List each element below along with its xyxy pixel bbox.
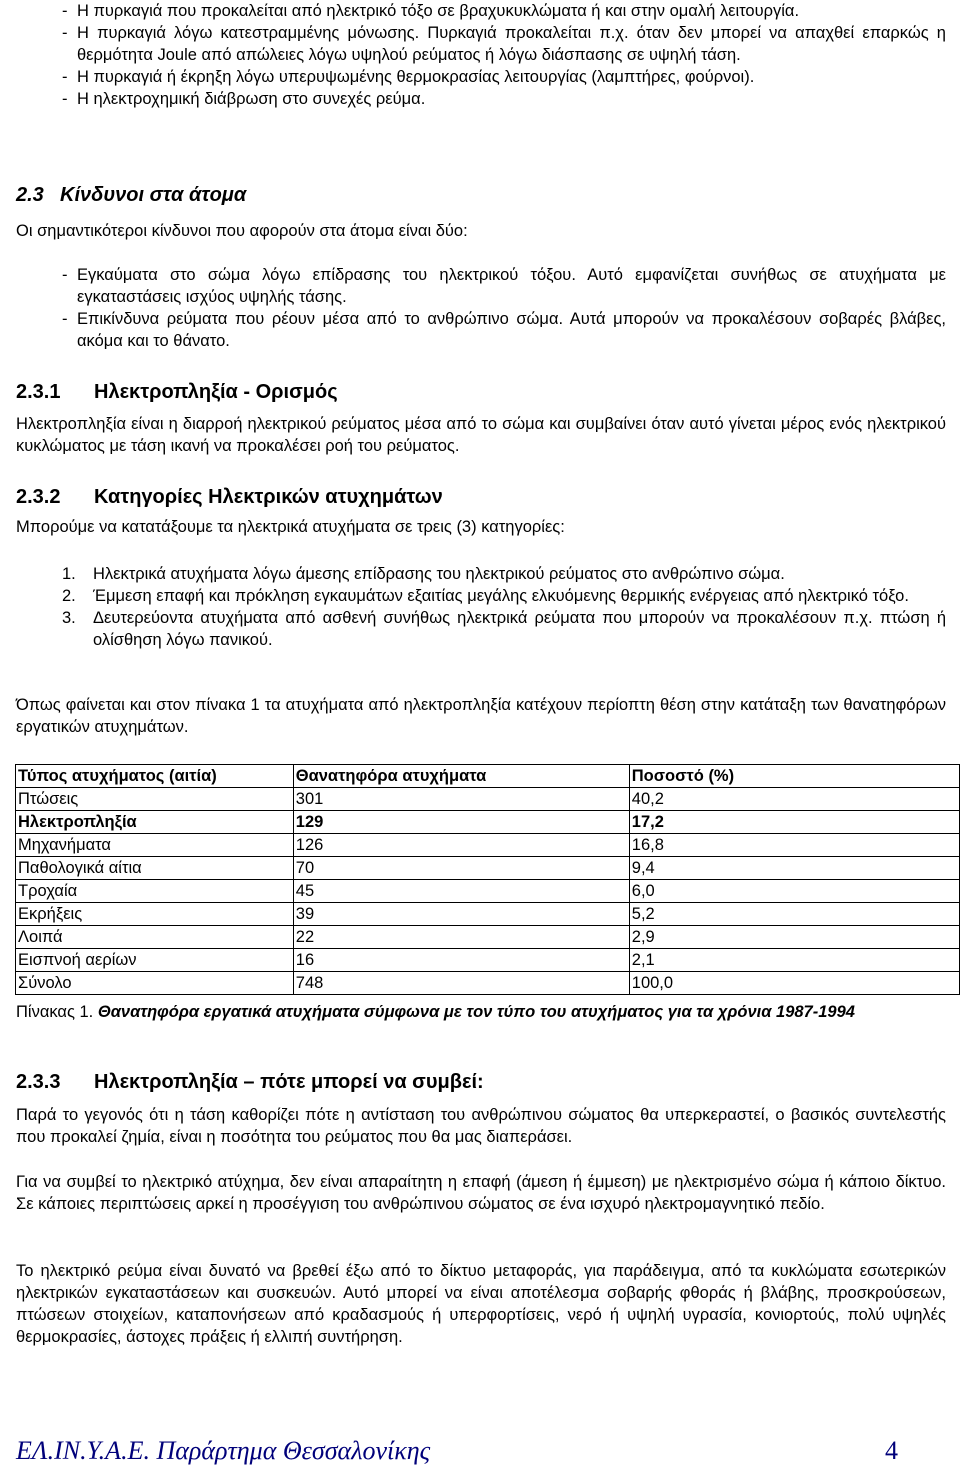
table-row: Λοιπά 22 2,9 [16,926,960,949]
list-item-text: Η πυρκαγιά λόγω κατεστραμμένης μόνωσης. Πυρκαγιά προκαλείται π.χ. όταν δεν μπορεί να απαχθεί επαρκώς η θερμότητα Joule από απώλειες λόγω υψηλού ρεύματος ή λόγω διάσπασης σε υψηλή τάση. [77,24,946,64]
table-row-total: Σύνολο 748 100,0 [16,972,960,995]
list-item: 2. Έμμεση επαφή και πρόκληση εγκαυμάτων εξαιτίας μεγάλης ελκυόμενης θερμικής ενέργειας από ηλεκτρικό τόξο. [62,587,909,605]
list-item: - Η πυρκαγιά που προκαλείται από ηλεκτρικό τόξο σε βραχυκυκλώματα ή και στην ομαλή λειτουργία. [0,0,960,22]
section-title: Ηλεκτροπληξία – πότε μπορεί να συμβεί: [94,1071,484,1093]
section-title: Ηλεκτροπληξία - Ορισμός [94,381,338,403]
table-row: Πτώσεις 301 40,2 [16,788,960,811]
section-number: 2.3 [16,184,44,206]
caption-label: Πίνακας 1. [16,1003,94,1021]
paragraph: Για να συμβεί το ηλεκτρικό ατύχημα, δεν είναι απαραίτητη η επαφή (άμεση ή έμμεση) με ηλεκτρισμένο σώμα ή κάποιο δίκτυο. Σε κάποιες περιπτώσεις αρκεί η προσέγγιση του ανθρώπινου σώματος σε ένα ισχυρό ηλεκτρομαγνητικό πεδίο. [16,1173,946,1213]
list-item: - Η πυρκαγιά ή έκρηξη λόγω υπερυψωμένης θερμοκρασίας λειτουργίας (λαμπτήρες, φούρνοι). [0,66,960,88]
list-item-text: Δευτερεύοντα ατυχήματα από ασθενή συνήθως ηλεκτρικά ρεύματα που μπορούν να προκαλέσουν π.χ. πτώση ή ολίσθηση λόγω πανικού. [93,609,946,649]
table-header-cell: Θανατηφόρα ατυχήματα [293,765,629,788]
page-number: 4 [885,1436,898,1465]
definition-paragraph: Ηλεκτροπληξία είναι η διαρροή ηλεκτρικού ρεύματος μέσα από το σώμα και συμβαίνει όταν αυτό γίνεται μέρος ενός ηλεκτρικού κυκλώματος με τάση ικανή να προκαλέσει ροή του ρεύματος. [16,415,946,455]
table-header-row [16,765,960,788]
list-item-text: Επικίνδυνα ρεύματα που ρέουν μέσα από το ανθρώπινο σώμα. Αυτά μπορούν να προκαλέσουν σοβαρές βλάβες, ακόμα και το θάνατο. [77,310,946,350]
section-number: 2.3.2 [16,486,61,508]
section-heading-2-3-1 [16,381,338,403]
section-intro: Οι σημαντικότεροι κίνδυνοι που αφορούν στα άτομα είναι δύο: [16,222,468,240]
list-item-text: Η πυρκαγιά που προκαλείται από ηλεκτρικό τόξο σε βραχυκυκλώματα ή και στην ομαλή λειτουργία. [77,2,800,20]
paragraph: Παρά το γεγονός ότι η τάση καθορίζει πότε η αντίσταση του ανθρώπινου σώματος θα υπερκεραστεί, ο βασικός συντελεστής που προκαλεί ζημία, είναι η ποσότητα του ρεύματος που θα μας διαπεράσει. [16,1106,946,1146]
section-intro: Μπορούμε να κατατάξουμε τα ηλεκτρικά ατυχήματα σε τρεις (3) κατηγορίες: [16,518,565,536]
list-item: - Η ηλεκτροχημική διάβρωση στο συνεχές ρεύμα. [0,88,960,110]
list-item: - Η πυρκαγιά λόγω κατεστραμμένης μόνωσης. Πυρκαγιά προκαλείται π.χ. όταν δεν μπορεί να απαχθεί επαρκώς η θερμότητα Joule από απώλειες λόγω υψηλού ρεύματος ή λόγω διάσπασης σε υψηλή τάση. [62,24,946,64]
category-list [0,563,960,651]
fatal-accidents-table [15,764,960,995]
list-item: - Επικίνδυνα ρεύματα που ρέουν μέσα από το ανθρώπινο σώμα. Αυτά μπορούν να προκαλέσουν σοβαρές βλάβες, ακόμα και το θάνατο. [62,310,946,350]
table-row: Εκρήξεις 39 5,2 [16,903,960,926]
table-header-cell: Τύπος ατυχήματος (αιτία) [16,765,294,788]
table-row: Μηχανήματα 126 16,8 [16,834,960,857]
table-caption [16,1001,946,1023]
list-item-text: Έμμεση επαφή και πρόκληση εγκαυμάτων εξαιτίας μεγάλης ελκυόμενης θερμικής ενέργειας από ηλεκτρικό τόξο. [93,587,909,605]
list-item: - Εγκαύματα στο σώμα λόγω επίδρασης του ηλεκτρικού τόξου. Αυτό εμφανίζεται συνήθως σε ατυχήματα με εγκαταστάσεις ισχύος υψηλής τάσης. [62,266,946,306]
intro-list [0,0,960,110]
section-title: Κίνδυνοι στα άτομα [60,184,247,206]
section-number: 2.3.1 [16,381,61,403]
list-item-text: Ηλεκτρικά ατυχήματα λόγω άμεσης επίδρασης του ηλεκτρικού ρεύματος στο ανθρώπινο σώμα. [93,565,785,583]
section-heading-2-3 [16,184,246,206]
list-item-text: Η ηλεκτροχημική διάβρωση στο συνεχές ρεύμα. [77,90,426,108]
table-row: Εισπνοή αερίων 16 2,1 [16,949,960,972]
section-heading-2-3-3 [16,1071,484,1093]
list-item: 1. Ηλεκτρικά ατυχήματα λόγω άμεσης επίδρασης του ηλεκτρικού ρεύματος στο ανθρώπινο σώμα. [62,565,785,583]
table-row: Τροχαία 45 6,0 [16,880,960,903]
caption-text: Θανατηφόρα εργατικά ατυχήματα σύμφωνα με τον τύπο του ατυχήματος για τα χρόνια 1987-1994 [97,1003,855,1021]
list-item-text: Εγκαύματα στο σώμα λόγω επίδρασης του ηλεκτρικού τόξου. Αυτό εμφανίζεται συνήθως σε ατυχήματα με εγκαταστάσεις ισχύος υψηλής τάσης. [77,266,946,306]
section-number: 2.3.3 [16,1071,61,1093]
list-item: 3. Δευτερεύοντα ατυχήματα από ασθενή συνήθως ηλεκτρικά ρεύματα που μπορούν να προκαλέσουν π.χ. πτώση ή ολίσθηση λόγω πανικού. [62,609,946,649]
table-reference-paragraph: Όπως φαίνεται και στον πίνακα 1 τα ατυχήματα από ηλεκτροπληξία κατέχουν περίοπτη θέση στην κατάταξη των θανατηφόρων εργατικών ατυχημάτων. [16,696,946,736]
table-row: Παθολογικά αίτια 70 9,4 [16,857,960,880]
paragraph: Το ηλεκτρικό ρεύμα είναι δυνατό να βρεθεί έξω από το δίκτυο μεταφοράς, για παράδειγμα, από τα κυκλώματα εσωτερικών ηλεκτρικών εγκαταστάσεων και συσκευών. Αυτό μπορεί να είναι αποτέλεσμα σοβαρής φθοράς ή βλάβης, προσκρούσεων, πτώσεων στοιχείων, καταπονήσεων από κραδασμούς ή υπερφορτίσεις, νερό ή υψηλή υγρασία, κονιορτούς, πολύ υψηλές θερμοκρασίες, άστοχες πράξεις ή ελλιπή συντήρηση. [16,1262,946,1346]
list-item-text: Η πυρκαγιά ή έκρηξη λόγω υπερυψωμένης θερμοκρασίας λειτουργίας (λαμπτήρες, φούρνοι). [77,68,755,86]
table-row-highlighted: Ηλεκτροπληξία 129 17,2 [16,811,960,834]
section-heading-2-3-2 [16,486,443,508]
footer-organization: ΕΛ.ΙΝ.Υ.Α.Ε. Παράρτημα Θεσσαλονίκης [16,1436,431,1465]
risk-list [0,264,960,352]
section-title: Κατηγορίες Ηλεκτρικών ατυχημάτων [94,486,443,508]
table-header-cell: Ποσοστό (%) [629,765,959,788]
